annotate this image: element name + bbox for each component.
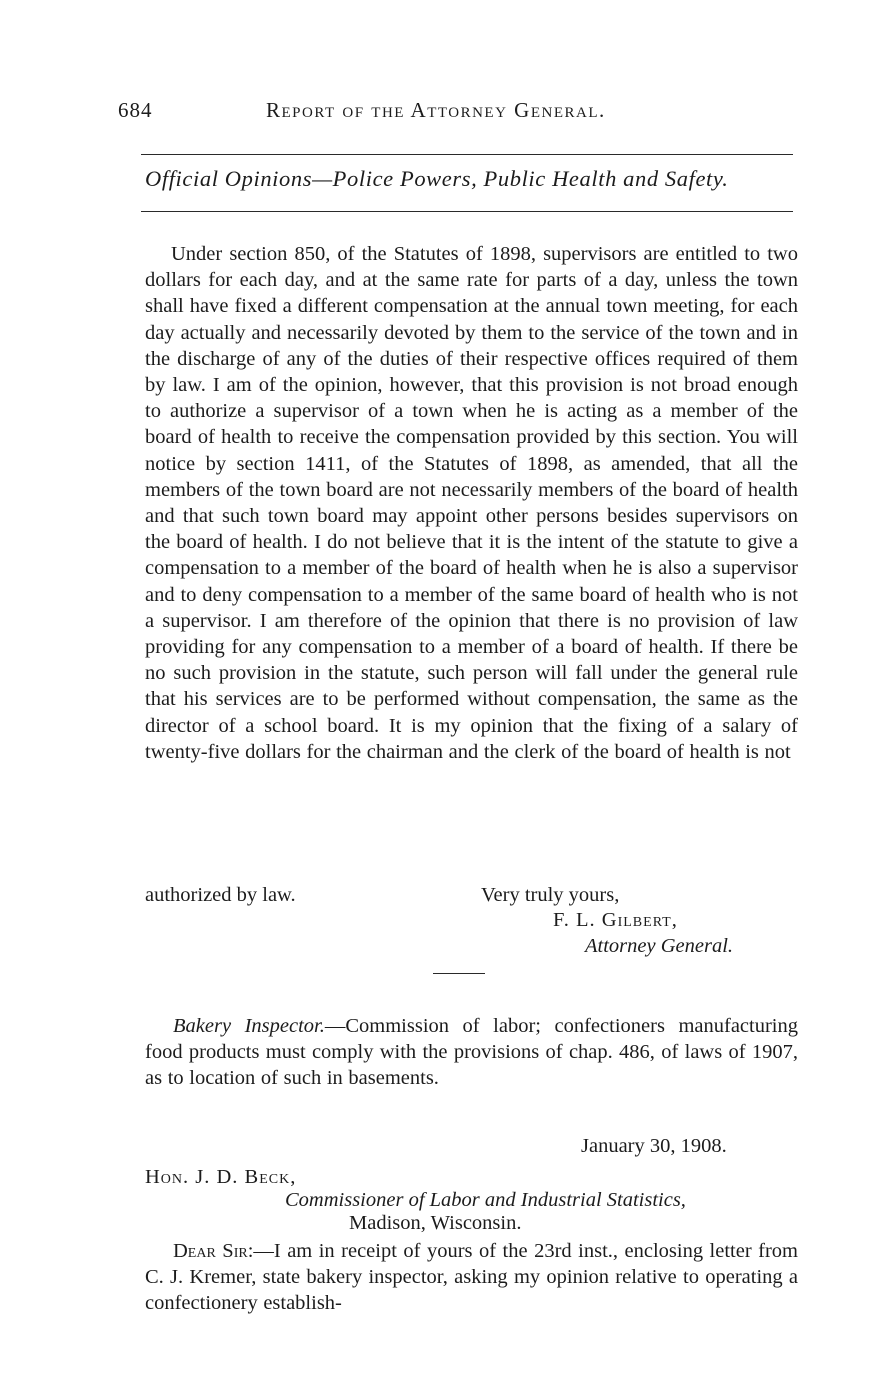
syllabus-topic: Bakery Inspector. xyxy=(173,1015,325,1037)
signer-name: F. L. Gilbert, xyxy=(553,909,678,931)
closing-last-words: authorized by law. xyxy=(145,884,296,906)
signer-title: Attorney General. xyxy=(585,935,734,957)
section-divider xyxy=(433,973,485,974)
running-head xyxy=(118,98,798,132)
syllabus-paragraph xyxy=(145,1013,798,1092)
letter-opening-text: :—I am in receipt of yours of the 23rd inst., enclosing letter from C. J. Kremer, state bakery inspector, asking my opinion relative to operating a confectionery establish- xyxy=(145,1240,798,1315)
letter-greeting: Dear Sir xyxy=(173,1240,248,1262)
letter-opening-paragraph xyxy=(145,1238,798,1317)
complimentary-close: Very truly yours, xyxy=(481,884,620,906)
section-heading: Official Opinions—Police Powers, Public Health and Safety. xyxy=(145,166,729,191)
syllabus-text: —Commission of labor; confectioners manufacturing food products must comply with the provisions of chap. 486, of laws of 1907, as to location of such in basements. xyxy=(145,1015,798,1090)
header-rule-bottom xyxy=(141,211,793,212)
header-rule-top xyxy=(141,154,793,155)
page-number: 684 xyxy=(118,98,153,122)
opinion-paragraph: Under section 850, of the Statutes of 1898, supervisors are entitled to two dollars for each day, and at the same rate for parts of a day, unless the town shall have fixed a different compensation at the annual town meeting, for each day actually and necessarily devoted by them to the service of the town and in the discharge of any of the duties of their respective offices required of them by law. I am of the opinion, however, that this provision is not broad enough to authorize a supervisor of a town when he is acting as a member of the board of health to receive the compensation provided by this section. You will notice by section 1411, of the Statutes of 1898, as amended, that all the members of the town board are not necessarily members of the board of health and that such town board may appoint other persons besides supervisors on the board of health. I do not believe that it is the intent of the statute to give a compensation to a member of the board of health when he is also a supervisor and to deny compensation to a member of the same board of health who is not a supervisor. I am therefore of the opinion that there is no provision of law providing for any compensation to a member of a board of health. If there be no such provision in the statute, such person will fall under the general rule that his services are to be performed without compensation, the same as the director of a school board. It is my opinion that the fixing of a salary of twenty-five dollars for the chairman and the clerk of the board of health is not xyxy=(145,243,798,763)
addressee-name: Hon. J. D. Beck, xyxy=(145,1166,297,1188)
addressee-title: Commissioner of Labor and Industrial Statistics, xyxy=(285,1189,686,1211)
addressee-location: Madison, Wisconsin. xyxy=(349,1212,522,1234)
letter-date: January 30, 1908. xyxy=(581,1135,727,1157)
report-title: Report of the Attorney General. xyxy=(266,98,606,122)
closing-line xyxy=(145,884,798,911)
